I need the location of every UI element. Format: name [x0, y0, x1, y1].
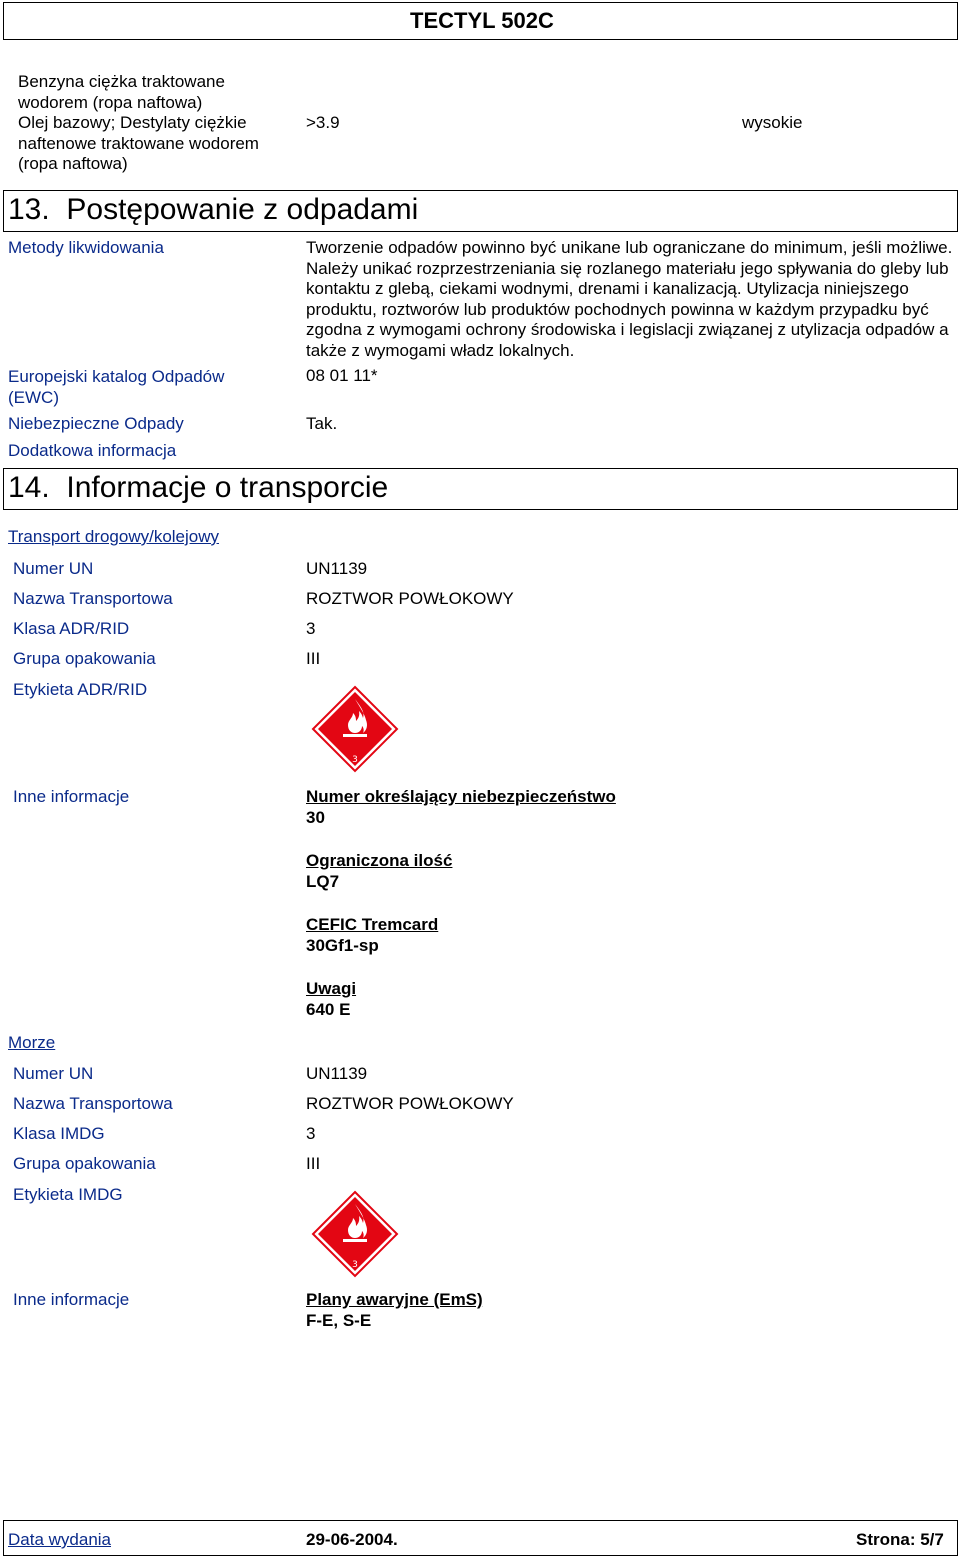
substance-level: wysokie — [742, 113, 803, 132]
flammable-diamond-icon — [311, 685, 399, 773]
road-shipping-name-label: Nazwa Transportowa — [13, 589, 173, 608]
sea-other-info-label: Inne informacje — [13, 1290, 130, 1309]
road-class-label: Klasa ADR/RID — [13, 619, 130, 638]
road-un-value: UN1139 — [306, 559, 368, 578]
issue-date-value: 29-06-2004. — [306, 1530, 398, 1549]
section-14-title: 14. Informacje o transporcie — [8, 471, 389, 504]
sea-packing-group-label: Grupa opakowania — [13, 1154, 156, 1173]
ems-value: F-E, S-E — [306, 1311, 372, 1330]
flammable-diamond-icon — [311, 1190, 399, 1278]
ewc-value: 08 01 11* — [306, 366, 378, 385]
remarks-heading: Uwagi — [306, 979, 357, 998]
hazard-id-heading: Numer określający niebezpieczeństwo — [306, 787, 616, 806]
disposal-methods-text: Tworzenie odpadów powinno być unikane lub ograniczane do minimum, jeśli możliwe. Należy unikać rozprzestrzeniania się rozlanego materiału jego spływania do gleby lub kontaktu z glebą, ciekami wodnymi, drenami i kanalizacją. Utylizacja niniejszego produktu, roztworów lub produktów pochodnych powinna w każdym przypadku być zgodna z wymogami ochrony środowiska i legislacji związanej z utylizacja odpadów a także z wymogami władz lokalnych. — [306, 238, 953, 360]
document-title: TECTYL 502C — [410, 8, 554, 33]
issue-date-label: Data wydania — [8, 1530, 112, 1549]
diamond-class-number: 3 — [352, 1260, 358, 1270]
ewc-label: Europejski katalog Odpadów (EWC) — [8, 367, 225, 407]
road-adr-label-label: Etykieta ADR/RID — [13, 680, 148, 699]
substance-value: >3.9 — [306, 113, 340, 132]
road-transport-heading: Transport drogowy/kolejowy — [8, 527, 220, 546]
section-13-title: 13. Postępowanie z odpadami — [8, 193, 419, 226]
footer-box — [3, 1520, 958, 1556]
cefic-tremcard-heading: CEFIC Tremcard — [306, 915, 439, 934]
road-packing-group-label: Grupa opakowania — [13, 649, 156, 668]
sea-class-label: Klasa IMDG — [13, 1124, 105, 1143]
road-other-info-label: Inne informacje — [13, 787, 130, 806]
limited-quantity-heading: Ograniczona ilość — [306, 851, 453, 870]
additional-info-label: Dodatkowa informacja — [8, 441, 177, 460]
remarks-value: 640 E — [306, 1000, 351, 1019]
sea-un-value: UN1139 — [306, 1064, 368, 1083]
hazardous-waste-label: Niebezpieczne Odpady — [8, 414, 184, 433]
sea-shipping-name-label: Nazwa Transportowa — [13, 1094, 173, 1113]
page-number: Strona: 5/7 — [856, 1530, 944, 1549]
sea-class-value: 3 — [306, 1124, 316, 1143]
limited-quantity-value: LQ7 — [306, 872, 340, 891]
substance-name: Benzyna ciężka traktowane wodorem (ropa naftowa) Olej bazowy; Destylaty ciężkie naftenowe traktowane wodorem (ropa naftowa) — [18, 72, 259, 173]
road-shipping-name-value: ROZTWOR POWŁOKOWY — [306, 589, 514, 608]
road-class-value: 3 — [306, 619, 316, 638]
sea-shipping-name-value: ROZTWOR POWŁOKOWY — [306, 1094, 514, 1113]
diamond-class-number: 3 — [352, 755, 358, 765]
hazard-id-value: 30 — [306, 808, 325, 827]
disposal-methods-label: Metody likwidowania — [8, 238, 164, 257]
sea-packing-group-value: III — [306, 1154, 321, 1173]
sea-imdg-label-label: Etykieta IMDG — [13, 1185, 123, 1204]
hazardous-waste-value: Tak. — [306, 414, 338, 433]
sea-un-label: Numer UN — [13, 1064, 94, 1083]
ems-heading: Plany awaryjne (EmS) — [306, 1290, 483, 1309]
cefic-tremcard-value: 30Gf1-sp — [306, 936, 379, 955]
road-un-label: Numer UN — [13, 559, 94, 578]
road-packing-group-value: III — [306, 649, 321, 668]
sea-transport-heading: Morze — [8, 1033, 56, 1052]
